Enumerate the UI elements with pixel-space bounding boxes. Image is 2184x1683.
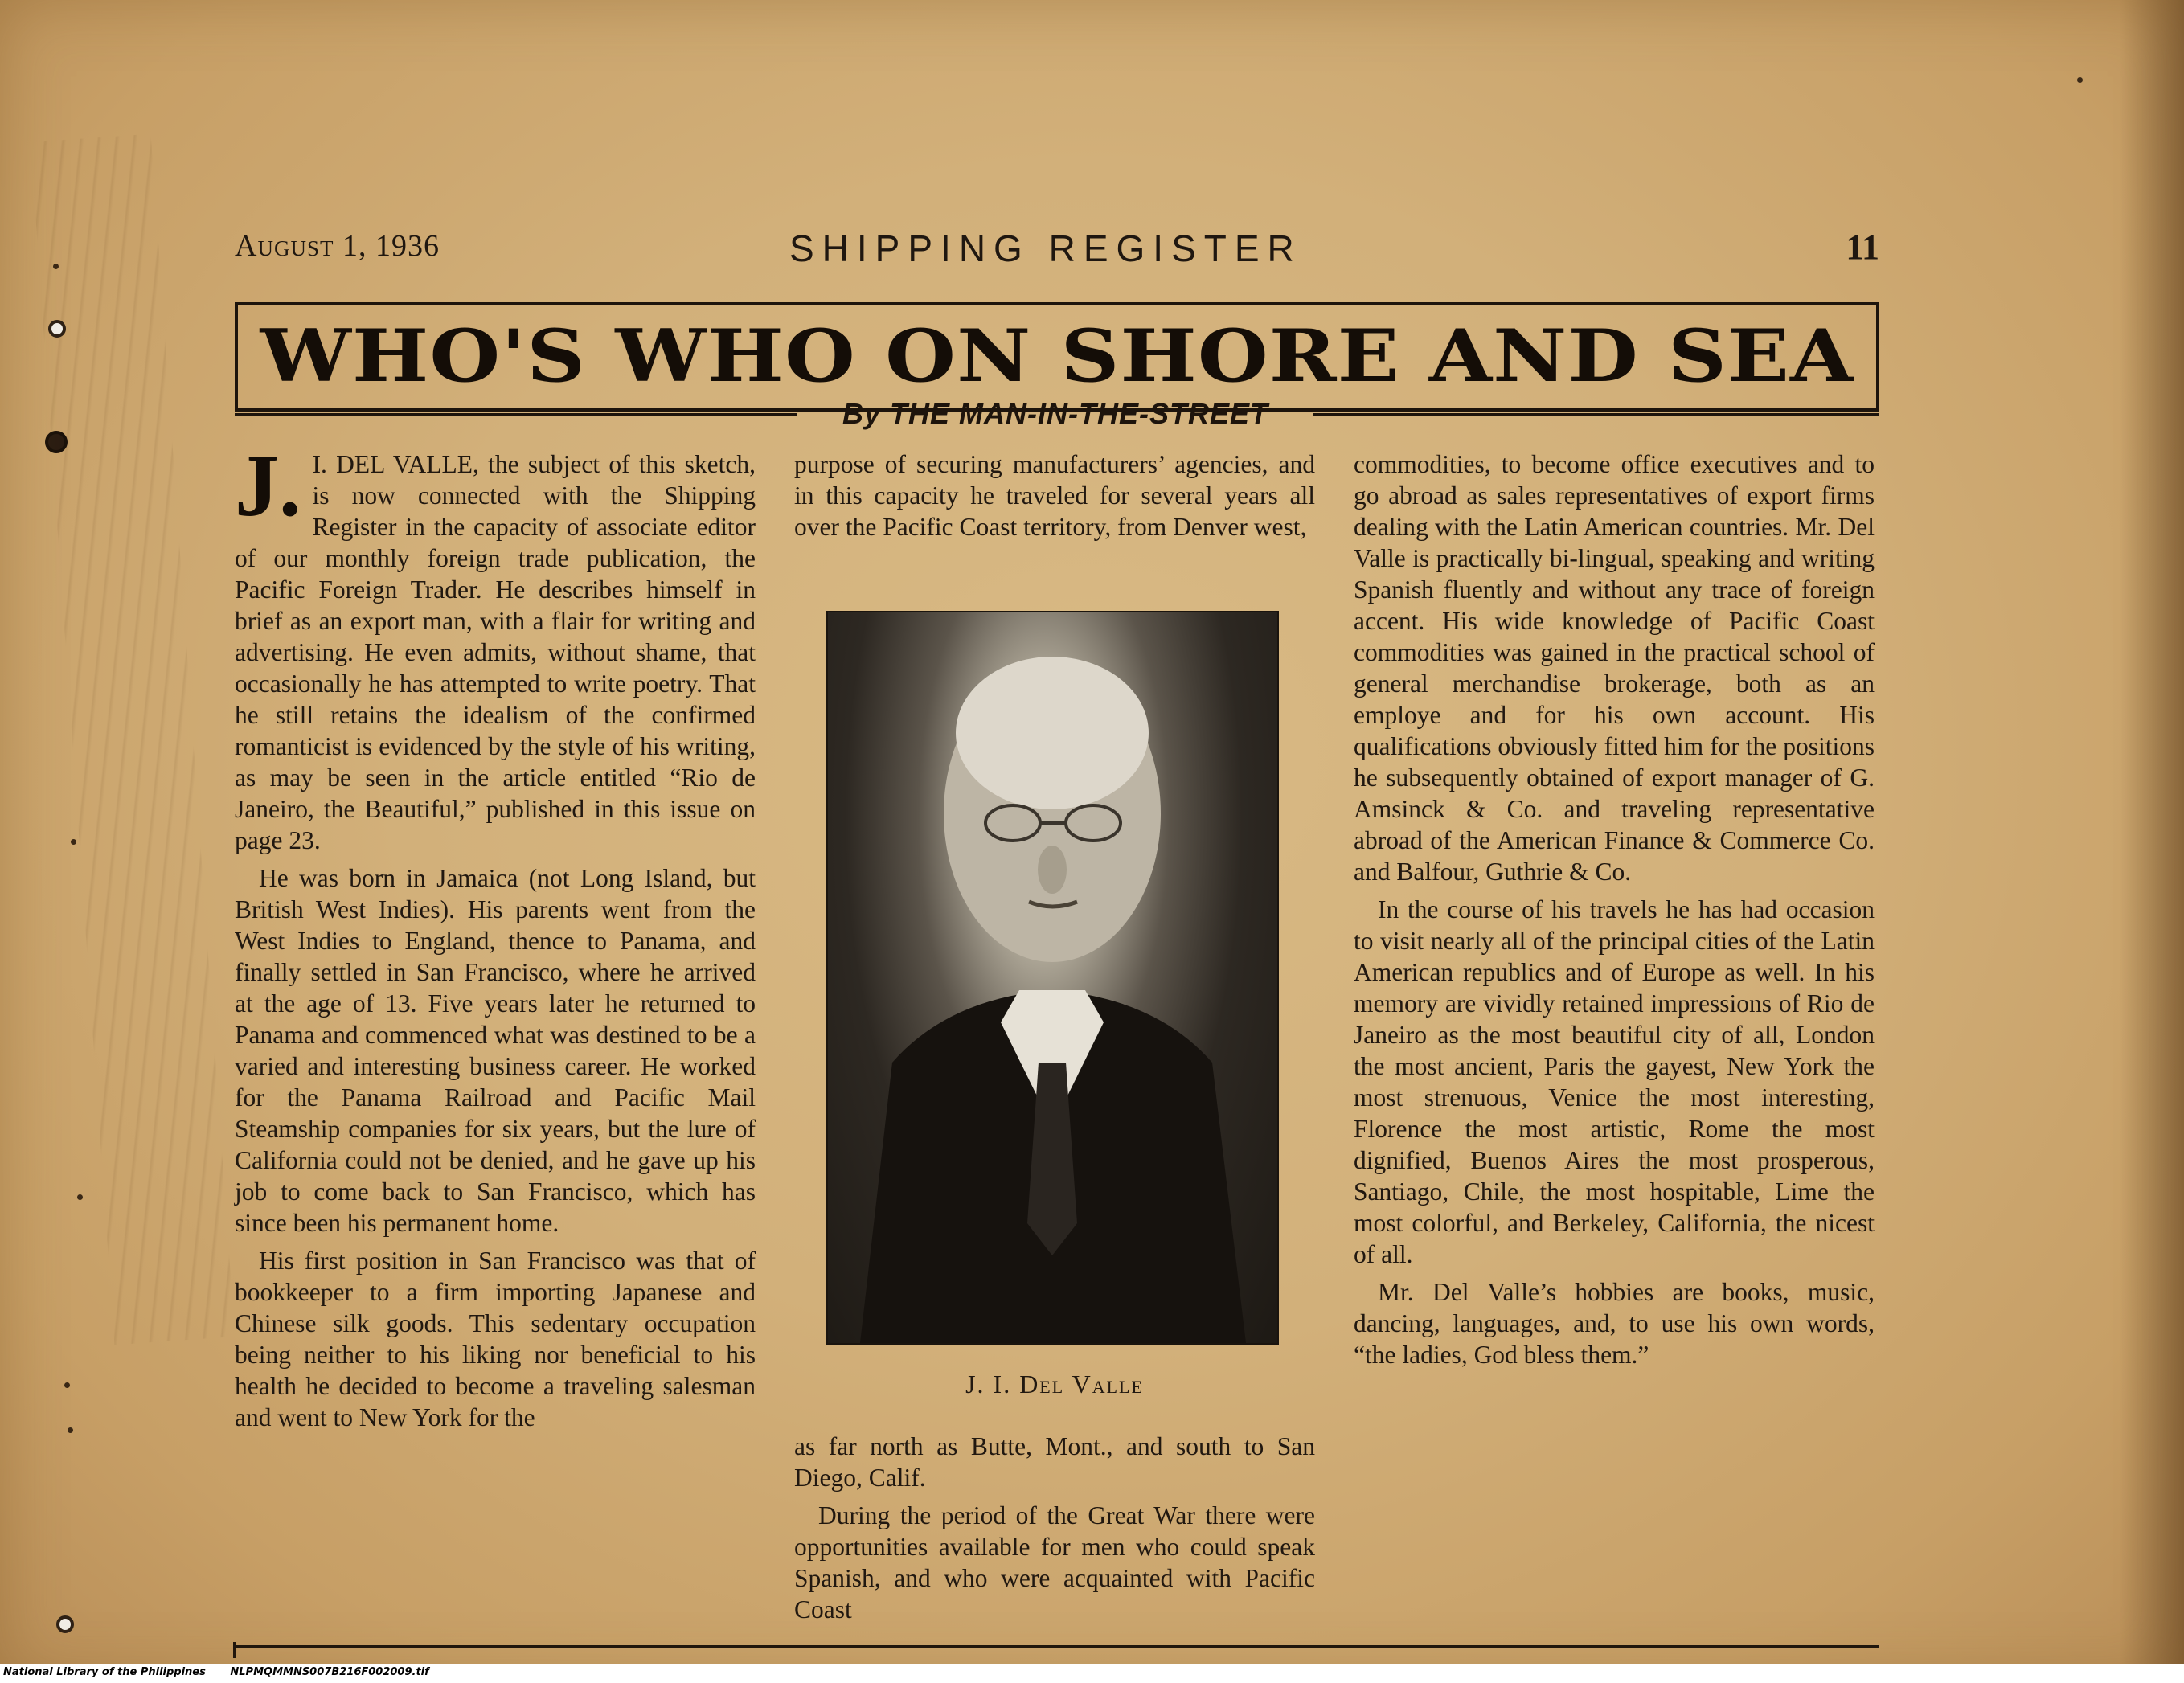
- page-speck: [68, 1427, 73, 1433]
- paragraph: purpose of securing manufacturers’ agencies, and in this capacity he traveled for several years all over the Pacific Coast territory, from Denver west,: [794, 450, 1315, 541]
- paragraph: His first position in San Francisco was that of bookkeeper to a firm importing Japanese and Chinese silk goods. This sedentary occupation being neither to his liking nor beneficial to his health he decided to become a traveling salesman and went to New York for the: [235, 1247, 756, 1431]
- paragraph: [235, 436, 756, 856]
- article-column-2-bottom: [794, 1431, 1315, 1625]
- bottom-rule: [235, 1645, 1879, 1648]
- page-speck: [71, 839, 76, 845]
- paragraph: He was born in Jamaica (not Long Island, but British West Indies). His parents went from the West Indies to England, thence to Panama, and finally settled in San Francisco, where he arrived at the age of 13. Five years later he returned to Panama and commenced what was destined to be a varied and interesting business career. He worked for the Panama Railroad and Pacific Mail Steamship companies for six years, but the lure of California could not be denied, and he gave up his job to come back to San Francisco, which has since been his permanent home.: [235, 864, 756, 1237]
- running-header: [235, 228, 1879, 276]
- paragraph-text: I. DEL VALLE, the subject of this sketch, is now connected with the Shipping Register in the capacity of associate editor of our monthly foreign trade publication, the Pacific Foreign Trader. He describes himself in brief as an export man, with a flair for writing and advertising. He even admits, without shame, that occasionally he has attempted to write poetry. That he still retains the idealism of the confirmed romanticist is evidenced by the style of his writing, as may be seen in the article entitled “Rio de Janeiro, the Beautiful,” published in this issue on page 23.: [235, 450, 756, 854]
- scan-footer: [3, 1666, 429, 1678]
- paragraph: During the period of the Great War there were opportunities available for men who could speak Spanish, and who were acquainted with Pacific Coast: [794, 1501, 1315, 1624]
- byline-rule-right: [1313, 413, 1879, 416]
- headline-box: [235, 302, 1879, 412]
- paragraph: as far north as Butte, Mont., and south to San Diego, Calif.: [794, 1432, 1315, 1492]
- binding-hole: [56, 1615, 74, 1633]
- bottom-rule-tick: [233, 1642, 236, 1658]
- page-speck: [77, 1194, 83, 1200]
- byline-rule-left: [235, 413, 797, 416]
- library-credit: National Library of the Philippines: [3, 1666, 206, 1678]
- page-speck: [64, 1382, 70, 1388]
- article-column-3: [1354, 448, 1875, 1370]
- article-column-1: [235, 436, 756, 1433]
- portrait-figure: [828, 612, 1277, 1343]
- portrait-photo: [826, 611, 1279, 1345]
- article-title: WHO'S WHO ON SHORE AND SEA: [260, 313, 1854, 399]
- page-speck: [2077, 77, 2083, 83]
- drop-cap: J.: [235, 436, 301, 534]
- photo-caption: J. I. Del Valle: [965, 1370, 1144, 1398]
- page-number: 11: [1846, 227, 1879, 267]
- article-byline: By THE MAN-IN-THE-STREET: [842, 397, 1268, 430]
- paragraph: Mr. Del Valle’s hobbies are books, music, dancing, languages, and, to use his own words, “the ladies, God bless them.”: [1354, 1278, 1875, 1369]
- article-column-2-top: [794, 448, 1315, 543]
- page-edge-shadow: [2120, 0, 2184, 1683]
- scan-file-id: NLPMQMMNS007B216F002009.tif: [230, 1666, 429, 1678]
- page-speck: [53, 264, 59, 269]
- binding-hole: [48, 320, 66, 338]
- byline-row: [235, 397, 1879, 434]
- issue-date: August 1, 1936: [235, 229, 440, 263]
- paragraph: In the course of his travels he has had occasion to visit nearly all of the principal cities of the Latin American republics and of Europe as well. In his memory are vividly retained impressions of Rio de Janeiro as the most beautiful city of all, London the most ancient, Paris the gayest, New York the most strenuous, Venice the most interesting, Florence the most artistic, Rome the most dignified, Buenos Aires the most prosperous, Santiago, Chile, the most hospitable, Lime the most colorful, and Berkeley, California, the nicest of all.: [1354, 895, 1875, 1268]
- publication-name: SHIPPING REGISTER: [789, 227, 1302, 269]
- paragraph: commodities, to become office executives and to go abroad as sales representatives of export firms dealing with the Latin American countries. Mr. Del Valle is practically bi-lingual, speaking and writing Spanish fluently and without any trace of foreign accent. His wide knowledge of Pacific Coast commodities was gained in the practical school of general merchandise brokerage, both as an employe and for his own account. His qualifications obviously fitted him for the positions he subsequently obtained of export manager of G. Amsinck & Co. and traveling representative abroad of the American Finance & Commerce Co. and Balfour, Guthrie & Co.: [1354, 450, 1875, 886]
- binding-hole: [45, 431, 68, 453]
